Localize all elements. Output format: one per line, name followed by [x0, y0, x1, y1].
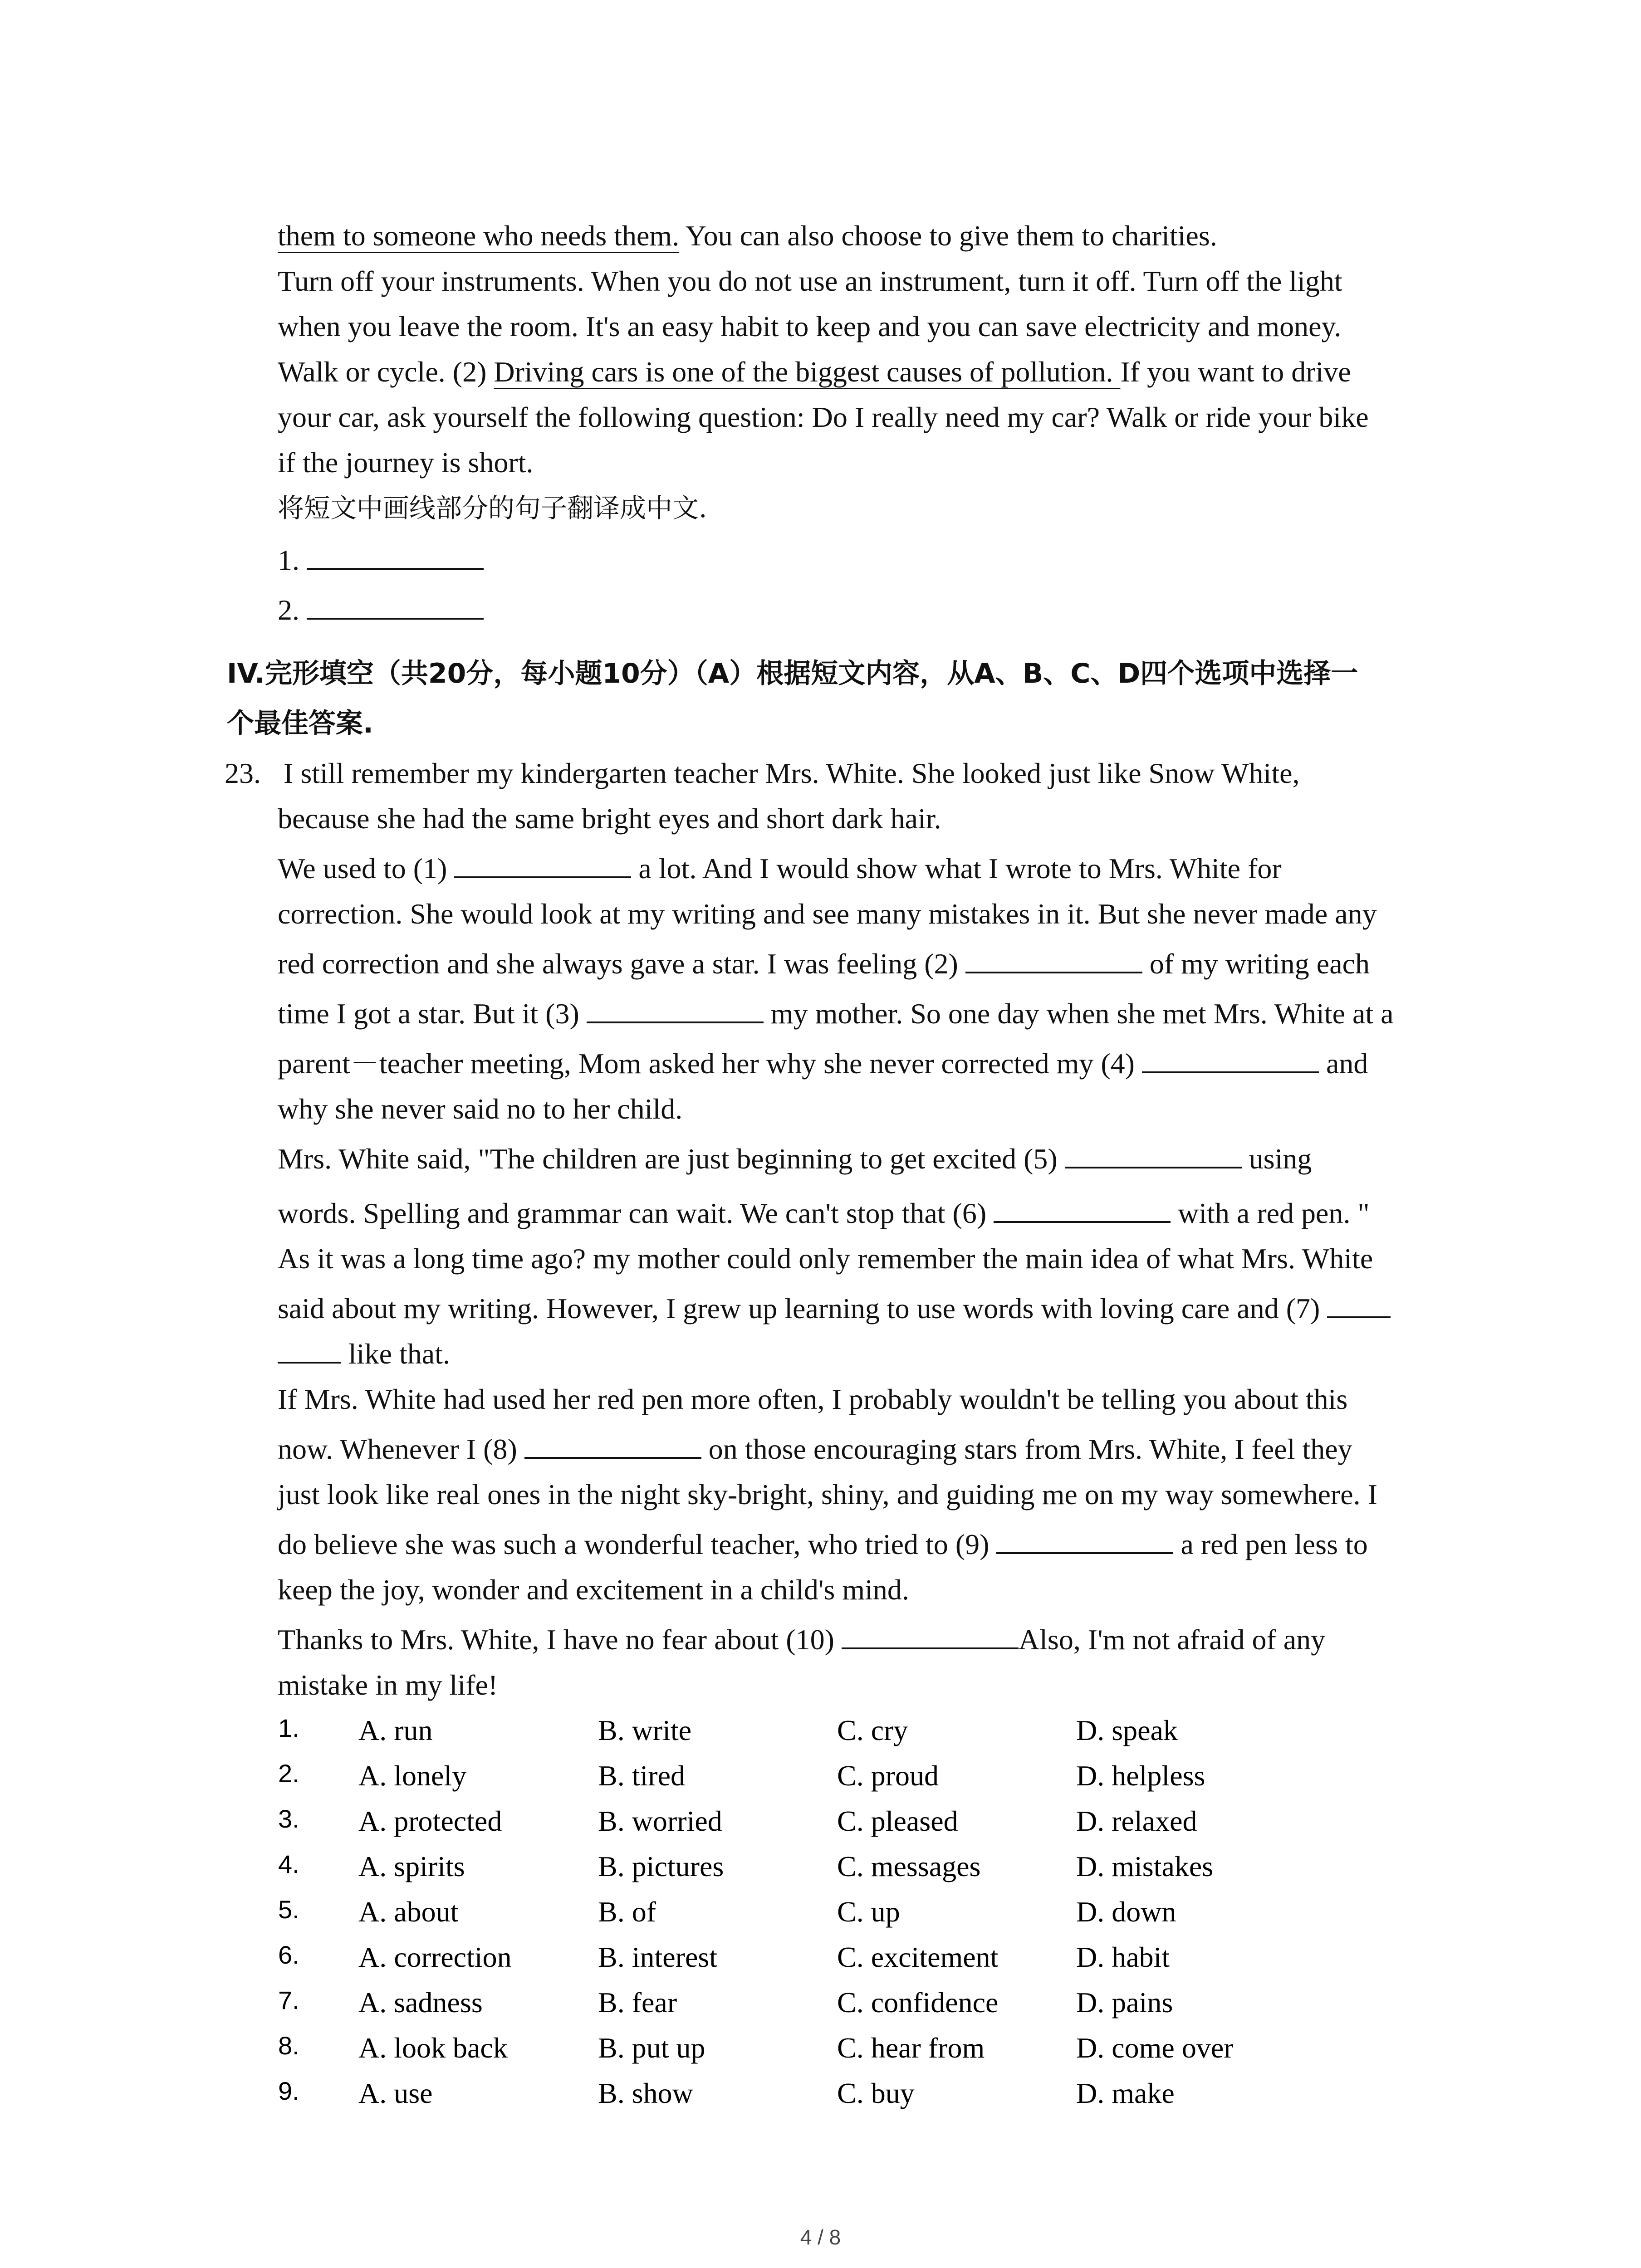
blank-1[interactable]: [454, 858, 631, 878]
reading-line-2: Turn off your instruments. When you do not use an instrument, turn it off. Turn off the light: [278, 265, 1342, 297]
cloze-line-16: just look like real ones in the night sky-bright, shiny, and guiding me on my way somewhere. I: [278, 1478, 1377, 1510]
option-a[interactable]: A. lonely: [358, 1760, 467, 1792]
answer-blank-2[interactable]: [307, 600, 484, 620]
cloze-line-5: red correction and she always gave a star. I was feeling (2) of my writing each: [278, 948, 1370, 980]
underlined-sentence-2: Driving cars is one of the biggest causes of pollution.: [494, 356, 1121, 388]
underlined-sentence-1: them to someone who needs them.: [278, 220, 680, 252]
option-b[interactable]: B. of: [598, 1896, 656, 1928]
option-c[interactable]: C. pleased: [837, 1805, 958, 1837]
cloze-line-9: Mrs. White said, "The children are just beginning to get excited (5) using: [278, 1143, 1312, 1175]
cloze-line-12: said about my writing. However, I grew up learning to use words with loving care and (7): [278, 1290, 1391, 1327]
cloze-line-7: parent－teacher meeting, Mom asked her why she never corrected my (4) and: [278, 1047, 1368, 1080]
option-d[interactable]: D. mistakes: [1076, 1850, 1214, 1882]
option-c[interactable]: C. buy: [837, 2077, 915, 2109]
option-b[interactable]: B. put up: [598, 2032, 705, 2064]
cloze-line-8: why she never said no to her child.: [278, 1093, 683, 1125]
option-d[interactable]: D. relaxed: [1076, 1805, 1197, 1837]
blank-3[interactable]: [587, 1003, 764, 1023]
option-row: [0, 1803, 1641, 1839]
option-c[interactable]: C. cry: [837, 1714, 908, 1746]
option-b[interactable]: B. worried: [598, 1805, 722, 1837]
cloze-line-3: We used to (1) a lot. And I would show what I wrote to Mrs. White for: [278, 852, 1282, 885]
option-row: [0, 1712, 1641, 1749]
option-c[interactable]: C. proud: [837, 1760, 939, 1792]
blank-10[interactable]: [842, 1629, 1019, 1649]
option-row: [0, 1939, 1641, 1975]
cloze-line-6: time I got a star. But it (3) my mother. So one day when she met Mrs. White at a: [278, 997, 1394, 1030]
blank-8[interactable]: [524, 1439, 701, 1459]
cloze-line-17: do believe she was such a wonderful teacher, who tried to (9) a red pen less to: [278, 1528, 1368, 1560]
option-b[interactable]: B. fear: [598, 1986, 677, 2019]
option-row: [0, 1894, 1641, 1930]
option-number: 5.: [278, 1895, 299, 1924]
option-a[interactable]: A. sadness: [358, 1986, 483, 2019]
cloze-line-11: As it was a long time ago? my mother could only remember the main idea of what Mrs. White: [278, 1242, 1373, 1275]
option-d[interactable]: D. helpless: [1076, 1760, 1205, 1792]
answer-blank-1[interactable]: [307, 550, 484, 570]
option-row: [0, 1758, 1641, 1794]
cloze-line-10: words. Spelling and grammar can wait. We can't stop that (6) with a red pen. ": [278, 1197, 1370, 1229]
reading-line-1: them to someone who needs them. You can also choose to give them to charities.: [278, 220, 1217, 252]
option-d[interactable]: D. make: [1076, 2077, 1175, 2109]
option-d[interactable]: D. pains: [1076, 1986, 1173, 2019]
option-a[interactable]: A. protected: [358, 1805, 502, 1837]
blank-6[interactable]: [994, 1203, 1171, 1223]
option-a[interactable]: A. run: [358, 1714, 433, 1746]
cloze-line-4: correction. She would look at my writing and see many mistakes in it. But she never made any: [278, 898, 1377, 930]
option-b[interactable]: B. show: [598, 2077, 693, 2109]
option-d[interactable]: D. habit: [1076, 1941, 1170, 1973]
answer-line-1: 1.: [278, 542, 484, 578]
option-number: 2.: [278, 1759, 299, 1788]
option-c[interactable]: C. messages: [837, 1850, 981, 1882]
option-d[interactable]: D. come over: [1076, 2032, 1234, 2064]
cloze-line-15: now. Whenever I (8) on those encouraging stars from Mrs. White, I feel they: [278, 1433, 1352, 1465]
option-c[interactable]: C. confidence: [837, 1986, 999, 2019]
translation-instruction: 将短文中画线部分的句子翻译成中文.: [278, 493, 707, 523]
cloze-line-20: mistake in my life!: [278, 1669, 498, 1701]
option-d[interactable]: D. speak: [1076, 1714, 1178, 1746]
reading-line-4: Walk or cycle. (2) Driving cars is one of the biggest causes of pollution. If you want to drive: [278, 356, 1351, 388]
blank-2[interactable]: [965, 953, 1142, 973]
reading-line-6: if the journey is short.: [278, 446, 534, 479]
blank-9[interactable]: [996, 1534, 1173, 1554]
answer-line-2: 2.: [278, 592, 484, 628]
section-heading-line-1: IV.完形填空（共20分，每小题10分）（A）根据短文内容，从A、B、C、D四个选项中选择一: [227, 658, 1358, 689]
option-b[interactable]: B. interest: [598, 1941, 718, 1973]
cloze-line-2: because she had the same bright eyes and short dark hair.: [278, 802, 941, 835]
option-number: 1.: [278, 1714, 299, 1742]
option-a[interactable]: A. about: [358, 1896, 459, 1928]
reading-line-5: your car, ask yourself the following question: Do I really need my car? Walk or ride your bike: [278, 401, 1369, 433]
option-row: [0, 2030, 1641, 2066]
option-number: 8.: [278, 2031, 299, 2060]
reading-line-3: when you leave the room. It's an easy habit to keep and you can save electricity and money.: [278, 310, 1342, 342]
option-row: [0, 1984, 1641, 2021]
blank-5[interactable]: [1065, 1149, 1242, 1168]
option-number: 7.: [278, 1986, 299, 2014]
blank-4[interactable]: [1142, 1053, 1319, 1073]
option-b[interactable]: B. tired: [598, 1760, 685, 1792]
blank-7-part-2[interactable]: [278, 1344, 341, 1364]
section-heading-line-2: 个最佳答案.: [227, 708, 373, 739]
option-b[interactable]: B. write: [598, 1714, 692, 1746]
blank-7-part-1[interactable]: [1327, 1298, 1391, 1318]
option-c[interactable]: C. up: [837, 1896, 900, 1928]
option-c[interactable]: C. hear from: [837, 2032, 985, 2064]
option-a[interactable]: A. use: [358, 2077, 433, 2109]
option-row: [0, 1848, 1641, 1885]
option-row: [0, 2075, 1641, 2112]
option-number: 6.: [278, 1941, 299, 1969]
option-number: 4.: [278, 1850, 299, 1878]
cloze-line-19: Thanks to Mrs. White, I have no fear about (10) Also, I'm not afraid of any: [278, 1623, 1326, 1656]
option-a[interactable]: A. look back: [358, 2032, 508, 2064]
cloze-line-13: like that.: [278, 1336, 450, 1372]
option-number: 9.: [278, 2077, 299, 2105]
cloze-line-18: keep the joy, wonder and excitement in a child's mind.: [278, 1574, 909, 1606]
page-number: 4 / 8: [800, 2225, 841, 2249]
option-d[interactable]: D. down: [1076, 1896, 1176, 1928]
option-a[interactable]: A. correction: [358, 1941, 512, 1973]
cloze-line-1: I still remember my kindergarten teacher Mrs. White. She looked just like Snow White,: [284, 757, 1300, 789]
option-b[interactable]: B. pictures: [598, 1850, 724, 1882]
cloze-line-14: If Mrs. White had used her red pen more often, I probably wouldn't be telling you about this: [278, 1383, 1348, 1415]
option-a[interactable]: A. spirits: [358, 1850, 465, 1882]
question-number: 23.: [225, 757, 261, 789]
option-number: 3.: [278, 1804, 299, 1833]
option-c[interactable]: C. excitement: [837, 1941, 999, 1973]
